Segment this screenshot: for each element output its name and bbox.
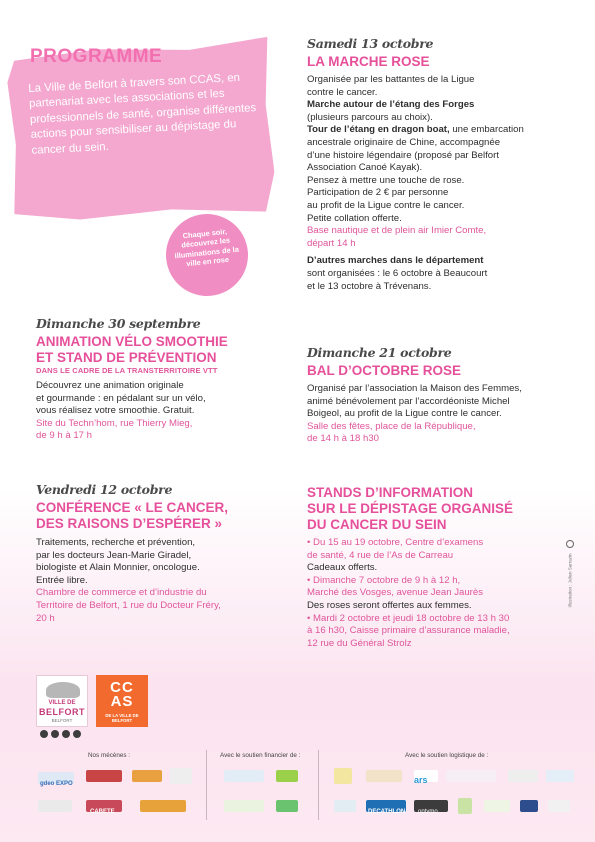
sponsor-logo-text: gdeo EXPO xyxy=(40,781,73,787)
ville-belfort-logo xyxy=(36,675,88,727)
desc-line: Pensez à mettre une touche de rose. xyxy=(307,174,465,186)
logo-line: CC xyxy=(110,679,134,696)
stand-item: de santé, 4 rue de l’As de Carreau xyxy=(307,549,454,561)
stand-note: Des roses seront offertes aux femmes. xyxy=(307,599,472,611)
loc-line: départ 14 h xyxy=(307,237,356,249)
desc-line: vous réalisez votre smoothie. Gratuit. xyxy=(36,405,195,417)
sponsors-header: Nos mécènes : xyxy=(88,752,130,759)
logo-text: BELFORT xyxy=(39,707,85,717)
sponsor-logo xyxy=(458,798,472,814)
sponsor-logo xyxy=(446,770,496,782)
sponsor-logo xyxy=(366,800,406,815)
desc-line: D’autres marches dans le département xyxy=(307,255,484,267)
event-date: Dimanche 21 octobre xyxy=(307,345,452,360)
sponsor-logo xyxy=(224,770,264,782)
event-title-line2: SUR LE DÉPISTAGE ORGANISÉ xyxy=(307,501,514,516)
logo-text xyxy=(96,681,148,709)
sponsor-logo xyxy=(132,770,162,782)
sponsor-logo-text: CABETE xyxy=(90,809,115,815)
sponsor-logo xyxy=(414,800,448,815)
event-title: ANIMATION VÉLO SMOOTHIE xyxy=(36,334,228,349)
facebook-icon[interactable] xyxy=(62,730,70,738)
desc-line: Petite collation offerte. xyxy=(307,212,402,224)
desc-line: biologiste et Alain Monnier, oncologue. xyxy=(36,562,200,574)
loc-line: Site du Techn’hom, rue Thierry Mieg, xyxy=(36,417,193,429)
event-title: CONFÉRENCE « LE CANCER, xyxy=(36,500,229,515)
photo-credit-text: Illustration : Julien Sarrazin xyxy=(567,553,573,608)
desc-line: ancestrale originaire de Chine, accompagnée xyxy=(307,136,501,148)
loc-line: Chambre de commerce et d’industrie du xyxy=(36,587,207,599)
stand-item: • Du 15 au 19 octobre, Centre d’examens xyxy=(307,537,484,548)
sponsor-logo xyxy=(366,770,402,782)
loc-line: Base nautique et de plein air Imier Comte, xyxy=(307,225,487,237)
illuminations-badge: Chaque soir, découvrez les illuminations de la ville en rose xyxy=(162,210,252,300)
ccas-logo xyxy=(96,675,148,727)
desc-line: et le 13 octobre à Trévenans. xyxy=(307,280,432,292)
event-title-line2: ET STAND DE PRÉVENTION xyxy=(36,350,217,365)
instagram-icon[interactable] xyxy=(51,730,59,738)
footer-divider xyxy=(206,750,207,820)
logo-text: DE LA VILLE DE BELFORT xyxy=(105,713,139,723)
desc-line: Traitements, recherche et prévention, xyxy=(36,537,196,548)
event-desc xyxy=(36,380,276,418)
youtube-icon[interactable] xyxy=(40,730,48,738)
event-date: Samedi 13 octobre xyxy=(307,36,434,51)
desc-line: Marche autour de l’étang des Forges xyxy=(307,99,475,111)
social-links xyxy=(40,730,81,738)
loc-line: Territoire de Belfort, 1 rue du Docteur Fréry, xyxy=(36,599,221,611)
event-desc xyxy=(36,537,281,587)
event-velo xyxy=(36,316,276,443)
sponsor-logo xyxy=(334,768,352,784)
sponsor-logo-text: ars xyxy=(414,775,428,785)
event-location xyxy=(307,225,557,250)
event-location xyxy=(36,418,276,443)
desc-line: par les docteurs Jean-Marie Giradel, xyxy=(36,549,192,561)
sponsor-logo xyxy=(520,800,538,812)
desc-line: contre le cancer. xyxy=(307,86,378,98)
desc-line: (plusieurs parcours au choix). xyxy=(307,111,433,123)
lion-icon xyxy=(46,682,80,698)
loc-line: Salle des fêtes, place de la République, xyxy=(307,420,476,432)
sponsor-logo xyxy=(140,800,186,812)
sponsor-logo xyxy=(224,800,264,812)
sponsor-logo xyxy=(508,770,538,782)
stand-item: • Mardi 2 octobre et jeudi 18 octobre de 13 h 30 xyxy=(307,612,510,624)
sponsor-logo xyxy=(276,770,298,782)
event-title-line3: DU CANCER DU SEIN xyxy=(307,517,447,532)
event-location xyxy=(36,587,281,625)
desc-line: au profit de la Ligue contre le cancer. xyxy=(307,199,465,211)
photo-credit xyxy=(563,540,577,610)
stand-item: Marché des Vosges, avenue Jean Jaurès xyxy=(307,587,483,599)
stand-list xyxy=(307,537,562,650)
desc-bold: Tour de l’étang en dragon boat, xyxy=(307,124,450,136)
sponsor-logo xyxy=(170,768,192,784)
event-desc xyxy=(307,74,557,225)
desc-line: d’une histoire légendaire (proposé par Belfort xyxy=(307,149,499,161)
desc-line: Participation de 2 € par personne xyxy=(307,187,449,199)
event-title-line2: DES RAISONS D’ESPÉRER » xyxy=(36,516,223,531)
stand-item: 12 rue du Général Strolz xyxy=(307,637,412,649)
sponsor-logo xyxy=(548,800,570,812)
desc-line: Organisée par les battantes de la Ligue xyxy=(307,74,475,85)
event-bal xyxy=(307,345,567,446)
loc-line: 20 h xyxy=(36,612,55,624)
event-marche xyxy=(307,36,557,293)
sponsor-logo xyxy=(86,770,122,782)
logo-text: BELFORT xyxy=(51,718,73,723)
footer-divider xyxy=(318,750,319,820)
sponsor-logo xyxy=(414,770,438,785)
event-title: STANDS D’INFORMATION xyxy=(307,485,473,500)
sponsor-logo-text: optymo xyxy=(418,809,438,815)
event-date: Vendredi 12 octobre xyxy=(36,482,173,497)
sponsor-logo xyxy=(38,772,74,787)
desc-line: et gourmande : en pédalant sur un vélo, xyxy=(36,392,206,404)
loc-line: de 9 h à 17 h xyxy=(36,430,93,442)
event-stands xyxy=(307,485,562,650)
desc-line: Découvrez une animation originale xyxy=(36,380,184,391)
camera-icon xyxy=(566,540,574,548)
stand-note: Cadeaux offerts. xyxy=(307,562,378,574)
sponsor-logo xyxy=(86,800,122,815)
programme-title: PROGRAMME xyxy=(30,46,163,67)
sponsor-logo xyxy=(38,800,72,812)
financial-support-header: Avec le soutien financier de : xyxy=(220,752,301,759)
sponsor-logo-text: DECATHLON xyxy=(368,809,406,815)
desc-line: Association Canoé Kayak). xyxy=(307,162,423,174)
desc-line: Boigeol, au profit de la Ligue contre le cancer. xyxy=(307,408,502,420)
event-location xyxy=(307,421,567,446)
logo-text: VILLE DE xyxy=(48,700,76,706)
sponsor-logo xyxy=(484,800,510,812)
loc-line: de 14 h à 18 h30 xyxy=(307,433,380,445)
event-date: Dimanche 30 septembre xyxy=(36,316,201,331)
sponsor-logo xyxy=(546,770,574,782)
desc-rest: une embarcation xyxy=(449,124,524,136)
desc-line: Organisé par l’association la Maison des Femmes, xyxy=(307,383,522,394)
desc-line: sont organisées : le 6 octobre à Beaucourt xyxy=(307,267,488,279)
sponsor-logo xyxy=(276,800,298,812)
twitter-icon[interactable] xyxy=(73,730,81,738)
desc-line: Entrée libre. xyxy=(36,574,88,586)
logistic-support-header: Avec le soutien logistique de : xyxy=(405,752,489,759)
event-subtitle: DANS LE CADRE DE LA TRANSTERRITOIRE VTT xyxy=(36,366,218,375)
event-title: LA MARCHE ROSE xyxy=(307,54,430,69)
stand-item: à 16 h30, Caisse primaire d’assurance maladie, xyxy=(307,625,510,637)
stand-item: • Dimanche 7 octobre de 9 h à 12 h, xyxy=(307,574,461,586)
other-walks xyxy=(307,255,557,293)
event-desc xyxy=(307,383,567,421)
event-conference xyxy=(36,482,281,625)
event-title: BAL D’OCTOBRE ROSE xyxy=(307,363,462,378)
sponsor-logo xyxy=(334,800,356,812)
desc-line xyxy=(307,124,557,137)
intro-text: La Ville de Belfort à travers son CCAS, en partenariat avec les associations et les professionnels de santé, organise différentes actions pour sensibiliser au dépistage du cancer du sein. xyxy=(28,71,257,157)
logo-line: AS xyxy=(110,693,134,710)
desc-line: animé bénévolement par l’accordéoniste Michel xyxy=(307,395,510,407)
